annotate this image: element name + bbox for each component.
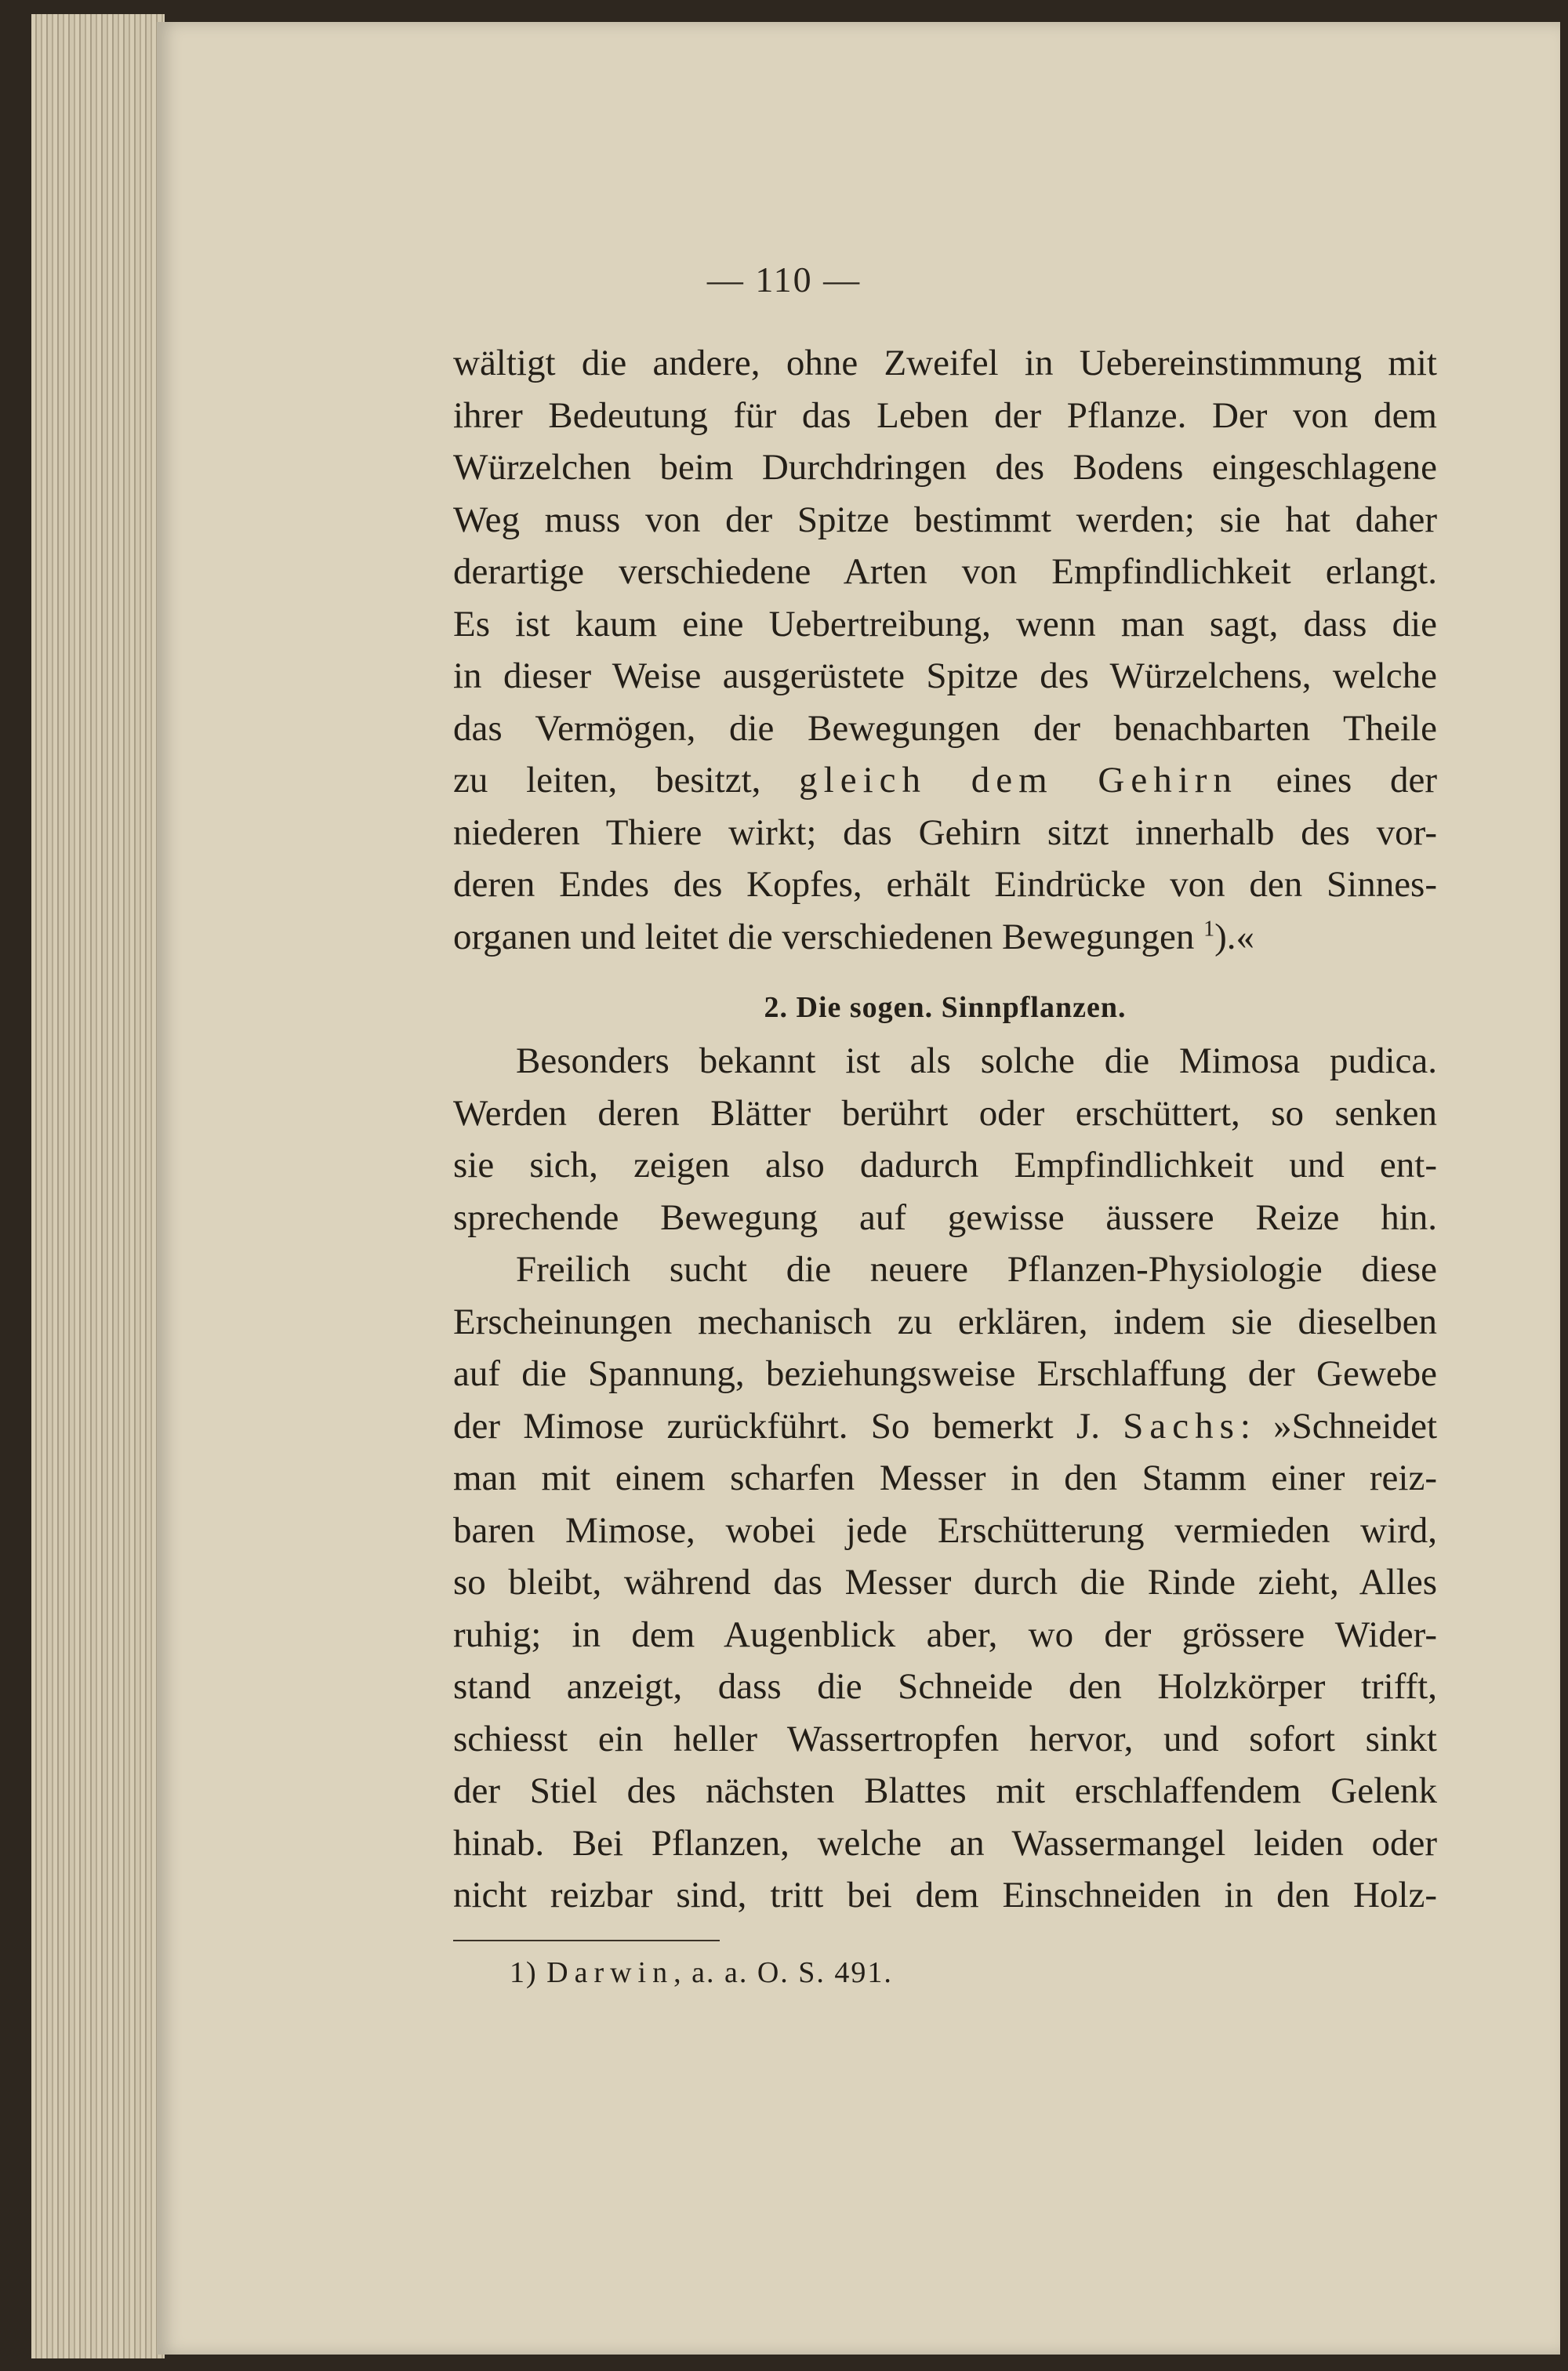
footnote-reference[interactable]: 1: [1203, 916, 1215, 941]
page-edges: [31, 14, 165, 2358]
text-line: man mit einem scharfen Messer in den Stamm einer reiz-: [453, 1458, 1437, 1498]
text-fragment: : »Schneidet: [1240, 1405, 1437, 1447]
footnote-marker: 1): [510, 1956, 538, 1989]
section-heading: 2. Die sogen. Sinnpflanzen.: [764, 991, 1127, 1024]
text-line: ruhig; in dem Augenblick aber, wo der grössere Wider-: [453, 1614, 1437, 1655]
text-line-last: [453, 911, 1437, 964]
footnote-author: Darwin: [546, 1956, 674, 1989]
text-line: Erscheinungen mechanisch zu erklären, indem sie dieselben: [453, 1301, 1437, 1342]
footnote-reference-text: , a. a. O. S. 491.: [673, 1956, 893, 1989]
emphasis-spaced: gleich dem Gehirn: [799, 760, 1238, 801]
text-line: Würzelchen beim Durchdringen des Bodens eingeschlagene: [453, 447, 1437, 488]
text-line: wältigt die andere, ohne Zweifel in Uebereinstimmung mit: [453, 343, 1437, 383]
text-line: baren Mimose, wobei jede Erschütterung vermieden wird,: [453, 1509, 1437, 1551]
text-line: Werden deren Blätter berührt oder erschüttert, so senken: [453, 1092, 1437, 1134]
text-line: Weg muss von der Spitze bestimmt werden; sie hat daher: [453, 499, 1437, 540]
text-line-spaced: [453, 754, 1437, 807]
text-line: das Vermögen, die Bewegungen der benachbarten Theile: [453, 707, 1437, 749]
text-line: derartige verschiedene Arten von Empfindlichkeit erlangt.: [453, 551, 1437, 592]
footnote-divider: [453, 1940, 720, 1941]
text-line-spaced: [453, 1400, 1437, 1453]
text-line: nicht reizbar sind, tritt bei dem Einschneiden in den Holz-: [453, 1875, 1437, 1915]
footnote: [510, 1955, 893, 1990]
text-line: in dieser Weise ausgerüstete Spitze des Würzelchens, welche: [453, 655, 1437, 696]
text-fragment: eines der: [1276, 760, 1437, 801]
text-fragment: ).«: [1214, 916, 1254, 957]
page-number: — 110 —: [706, 260, 862, 300]
text-line: hinab. Bei Pflanzen, welche an Wassermangel leiden oder: [453, 1822, 1437, 1864]
text-line: deren Endes des Kopfes, erhält Eindrücke von den Sinnes-: [453, 864, 1437, 905]
text-line: der Stiel des nächsten Blattes mit erschlaffendem Gelenk: [453, 1770, 1437, 1811]
text-line: niederen Thiere wirkt; das Gehirn sitzt innerhalb des vor-: [453, 812, 1437, 853]
text-fragment: der Mimose zurückführt. So bemerkt J.: [453, 1405, 1100, 1447]
text-fragment: organen und leitet die verschiedenen Bewegungen: [453, 916, 1195, 957]
text-line: ihrer Bedeutung für das Leben der Pflanze. Der von dem: [453, 394, 1437, 436]
text-line: sie sich, zeigen also dadurch Empfindlichkeit und ent-: [453, 1145, 1437, 1186]
author-name-spaced: Sachs: [1123, 1405, 1240, 1447]
text-line: schiesst ein heller Wassertropfen hervor, und sofort sinkt: [453, 1718, 1437, 1759]
text-line: Es ist kaum eine Uebertreibung, wenn man sagt, dass die: [453, 603, 1437, 644]
text-line: stand anzeigt, dass die Schneide den Holzkörper trifft,: [453, 1666, 1437, 1707]
text-fragment: zu leiten, besitzt,: [453, 760, 761, 801]
text-line: sprechende Bewegung auf gewisse äussere Reize hin.: [453, 1196, 1437, 1238]
text-line: Besonders bekannt ist als solche die Mimosa pudica.: [516, 1040, 1437, 1081]
body-text: [453, 337, 1437, 1922]
text-line: Freilich sucht die neuere Pflanzen-Physiologie diese: [516, 1249, 1437, 1290]
text-line: auf die Spannung, beziehungsweise Erschlaffung der Gewebe: [453, 1353, 1437, 1394]
text-line: so bleibt, während das Messer durch die Rinde zieht, Alles: [453, 1562, 1437, 1603]
